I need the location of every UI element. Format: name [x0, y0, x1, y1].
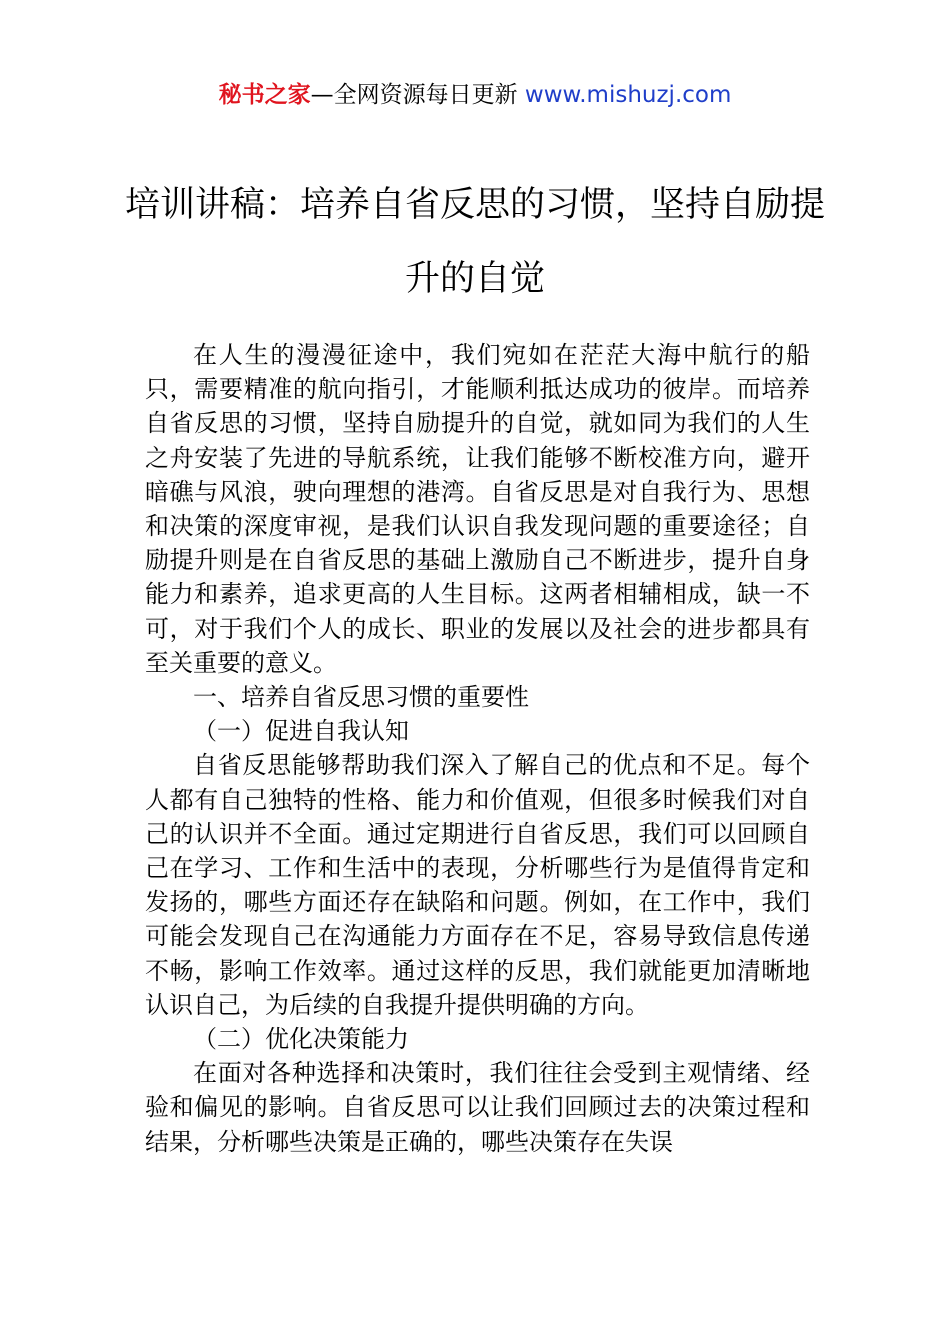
subsection-heading: （一）促进自我认知	[193, 717, 409, 746]
brand-name: 秘书之家	[218, 82, 311, 108]
section-heading: 一、培养自省反思习惯的重要性	[193, 683, 529, 712]
site-header	[0, 78, 950, 112]
paragraph: 在面对各种选择和决策时，我们往往会受到主观情绪、经验和偏见的影响。自省反思可以让我们回顾过去的决策过程和结果，分析哪些决策是正确的，哪些决策存在失误	[145, 1059, 810, 1156]
subsection-heading: （二）优化决策能力	[193, 1025, 409, 1054]
site-url[interactable]: www.mishuzj.com	[524, 82, 732, 108]
site-tagline: —全网资源每日更新	[310, 82, 525, 108]
paragraph: 在人生的漫漫征途中，我们宛如在茫茫大海中航行的船只，需要精准的航向指引，才能顺利抵达成功的彼岸。而培养自省反思的习惯，坚持自励提升的自觉，就如同为我们的人生之舟安装了先进的导航系统，让我们能够不断校准方向，避开暗礁与风浪，驶向理想的港湾。自省反思是对自我行为、思想和决策的深度审视，是我们认识自我发现问题的重要途径；自励提升则是在自省反思的基础上激励自己不断进步，提升自身能力和素养，追求更高的人生目标。这两者相辅相成，缺一不可，对于我们个人的成长、职业的发展以及社会的进步都具有至关重要的意义。	[145, 341, 810, 677]
document-body	[145, 338, 810, 1159]
paragraph: 自省反思能够帮助我们深入了解自己的优点和不足。每个人都有自己独特的性格、能力和价值观，但很多时候我们对自己的认识并不全面。通过定期进行自省反思，我们可以回顾自己在学习、工作和生活中的表现，分析哪些行为是值得肯定和发扬的，哪些方面还存在缺陷和问题。例如，在工作中，我们可能会发现自己在沟通能力方面存在不足，容易导致信息传递不畅，影响工作效率。通过这样的反思，我们就能更加清晰地认识自己，为后续的自我提升提供明确的方向。	[145, 751, 810, 1019]
document-title: 培训讲稿：培养自省反思的习惯，坚持自励提升的自觉	[124, 185, 825, 299]
